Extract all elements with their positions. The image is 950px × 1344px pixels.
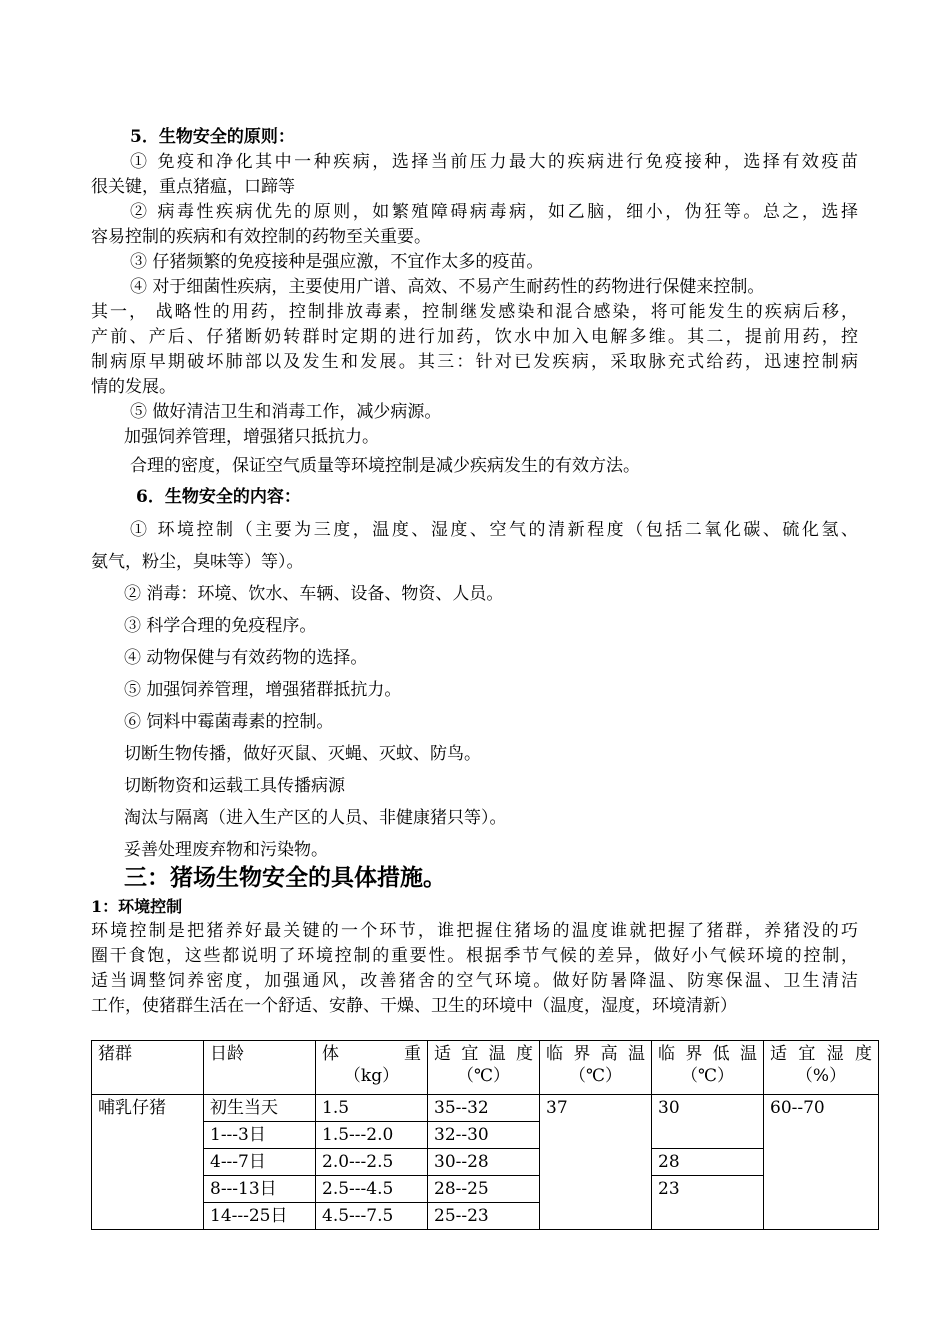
weight-cell: 4.5---7.5 xyxy=(316,1203,428,1230)
section5-line-11: ⑤ 做好清洁卫生和消毒工作，减少病源。 xyxy=(130,402,442,422)
section6-line-7: ⑥ 饲料中霉菌毒素的控制。 xyxy=(124,712,334,732)
weight-cell: 2.5---4.5 xyxy=(316,1176,428,1203)
section5-line-4: 容易控制的疾病和有效控制的药物至关重要。 xyxy=(91,227,431,247)
section5-line-2: 很关键，重点猪瘟，口蹄等 xyxy=(91,177,295,197)
header-critical-low: 临界低温 （℃） xyxy=(652,1041,764,1095)
weight-cell: 1.5---2.0 xyxy=(316,1122,428,1149)
temp-cell: 35--32 xyxy=(428,1095,540,1122)
header-pig-group: 猪群 xyxy=(92,1041,204,1095)
temperature-table xyxy=(91,1040,879,1230)
environment-line-3: 适当调整饲养密度，加强通风，改善猪舍的空气环境。做好防暑降温、防寒保温、卫生清洁 xyxy=(91,971,858,991)
table-row xyxy=(92,1149,879,1176)
table-row xyxy=(92,1176,879,1203)
section6-line-1: ① 环境控制（主要为三度，温度、湿度、空气的清新程度（包括二氧化碳、硫化氢、 xyxy=(130,520,858,540)
section6-line-4: ③ 科学合理的免疫程序。 xyxy=(124,616,317,636)
age-cell: 8---13日 xyxy=(204,1176,316,1203)
section5-line-10: 情的发展。 xyxy=(91,377,176,397)
section6-line-8: 切断生物传播，做好灭鼠、灭蝇、灭蚊、防鸟。 xyxy=(124,744,481,764)
section5-line-7: 其一， 战略性的用药，控制排放毒素，控制继发感染和混合感染，将可能发生的疾病后移， xyxy=(91,302,858,322)
section6-line-2: 氨气，粉尘，臭味等）等）。 xyxy=(91,552,304,572)
weight-cell: 2.0---2.5 xyxy=(316,1149,428,1176)
environment-line-1: 环境控制是把猪养好最关键的一个环节，谁把握住猪场的温度谁就把握了猪群，养猪没的巧 xyxy=(91,921,858,941)
age-cell: 4---7日 xyxy=(204,1149,316,1176)
section-three-title: 三：猪场生物安全的具体措施。 xyxy=(124,864,446,891)
critical-low-cell: 30 xyxy=(652,1095,764,1149)
section5-line-6: ④ 对于细菌性疾病，主要使用广谱、高效、不易产生耐药性的药物进行保健来控制。 xyxy=(130,277,765,297)
environment-line-2: 圈干食饱，这些都说明了环境控制的重要性。根据季节气候的差异，做好小气候环境的控制， xyxy=(91,946,858,966)
section5-line-12: 加强饲养管理，增强猪只抵抗力。 xyxy=(124,427,379,447)
age-cell: 1---3日 xyxy=(204,1122,316,1149)
section6-line-10: 淘汰与隔离（进入生产区的人员、非健康猪只等）。 xyxy=(124,808,507,828)
section5-line-9: 制病原早期破坏肺部以及发生和发展。其三：针对已发疾病，采取脉充式给药，迅速控制病 xyxy=(91,352,858,372)
pig-group-cell: 哺乳仔猪 xyxy=(92,1095,204,1230)
temp-cell: 28--25 xyxy=(428,1176,540,1203)
table-row xyxy=(92,1095,879,1122)
humidity-cell: 60--70 xyxy=(764,1095,879,1230)
critical-low-cell: 28 xyxy=(652,1149,764,1176)
age-cell: 初生当天 xyxy=(204,1095,316,1122)
header-suitable-humidity: 适宜湿度 （%） xyxy=(764,1041,879,1095)
environment-line-4: 工作，使猪群生活在一个舒适、安静、干燥、卫生的环境中（温度，湿度，环境清新） xyxy=(91,996,737,1016)
temp-cell: 30--28 xyxy=(428,1149,540,1176)
table-header-row xyxy=(92,1041,879,1095)
temp-cell: 25--23 xyxy=(428,1203,540,1230)
section5-line-1: ① 免疫和净化其中一种疾病，选择当前压力最大的疾病进行免疫接种，选择有效疫苗 xyxy=(130,152,858,172)
section6-heading: 6．生物安全的内容： xyxy=(136,487,301,507)
section5-heading: 5．生物安全的原则： xyxy=(130,127,295,147)
header-critical-high: 临界高温 （℃） xyxy=(540,1041,652,1095)
section6-line-5: ④ 动物保健与有效药物的选择。 xyxy=(124,648,368,668)
critical-low-cell: 23 xyxy=(652,1176,764,1230)
temp-cell: 32--30 xyxy=(428,1122,540,1149)
section6-line-11: 妥善处理废弃物和污染物。 xyxy=(124,840,328,860)
environment-control-heading: 1：环境控制 xyxy=(91,897,183,916)
section5-line-3: ② 病毒性疾病优先的原则，如繁殖障碍病毒病，如乙脑，细小，伪狂等。总之，选择 xyxy=(130,202,858,222)
section6-line-9: 切断物资和运载工具传播病源 xyxy=(124,776,345,796)
section5-line-5: ③ 仔猪频繁的免疫接种是强应激，不宜作太多的疫苗。 xyxy=(130,252,544,272)
header-age: 日龄 xyxy=(204,1041,316,1095)
section6-line-3: ② 消毒：环境、饮水、车辆、设备、物资、人员。 xyxy=(124,584,504,604)
section5-line-13: 合理的密度，保证空气质量等环境控制是减少疾病发生的有效方法。 xyxy=(130,456,640,476)
section6-line-6: ⑤ 加强饲养管理，增强猪群抵抗力。 xyxy=(124,680,402,700)
age-cell: 14---25日 xyxy=(204,1203,316,1230)
section5-line-8: 产前、产后、仔猪断奶转群时定期的进行加药，饮水中加入电解多维。其二，提前用药，控 xyxy=(91,327,858,347)
header-suitable-temp: 适宜温度 （℃） xyxy=(428,1041,540,1095)
critical-high-cell: 37 xyxy=(540,1095,652,1230)
weight-cell: 1.5 xyxy=(316,1095,428,1122)
header-weight: 体 重 （kg） xyxy=(316,1041,428,1095)
